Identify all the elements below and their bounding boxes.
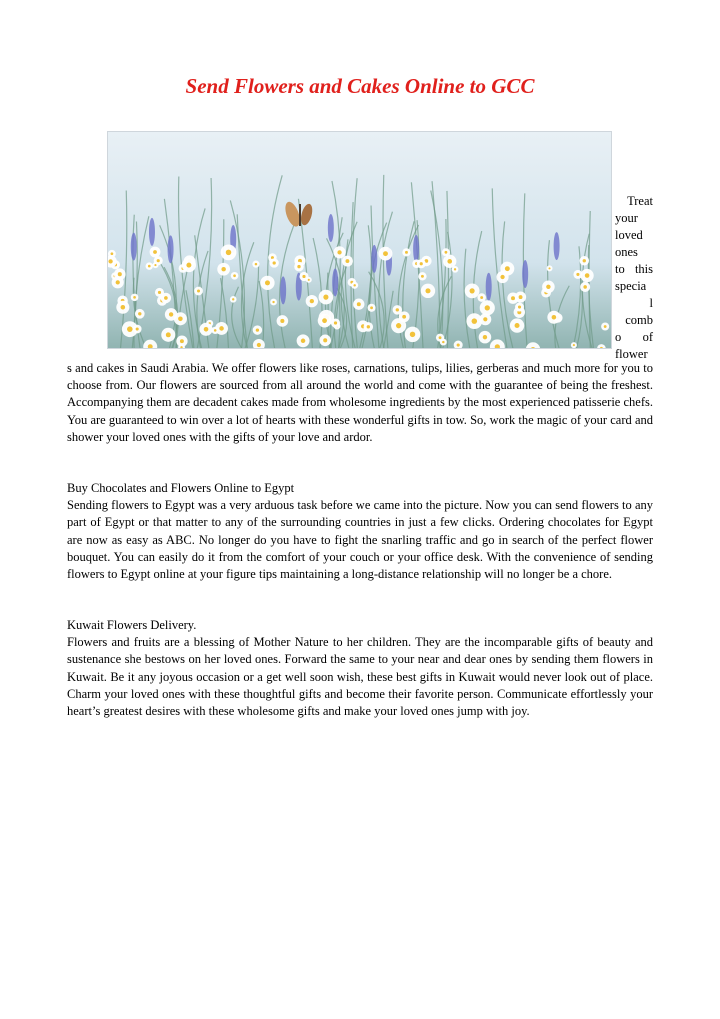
wrap-word: ones	[615, 245, 638, 259]
meadow-illustration	[108, 132, 612, 349]
wrap-text-column	[615, 193, 653, 363]
wrap-word: o	[615, 330, 622, 344]
wrap-word: Treat	[627, 194, 653, 208]
wrap-word: flower	[615, 347, 648, 361]
section-heading: Buy Chocolates and Flowers Online to Egypt	[67, 481, 295, 495]
wrap-word: comb	[625, 313, 653, 327]
wrap-line	[615, 329, 653, 346]
wrap-word: of	[642, 330, 653, 344]
wrap-word: specia	[615, 279, 647, 293]
section-text: Sending flowers to Egypt was a very arduous task before we came into the picture. Now you can send flowers to any part of Egypt or that matter to any of the surrounding countries in just a few clicks. Ordering chocolates for Egypt are now as easy as ABC. No longer do you have to fight the snarling traffic and go in search of the perfect flower bouquet. You can easily do it from the comfort of your couch or your office desk. With the convenience of sending flowers to Egypt online at your figure tips maintaining a long-distance relationship will no longer be a chore.	[67, 498, 653, 582]
wrap-word: to	[615, 262, 625, 276]
section-egypt	[67, 480, 653, 583]
wildflower-meadow-butterfly-image	[107, 131, 612, 349]
wrap-word: loved	[615, 228, 643, 242]
wrap-word: l	[649, 296, 653, 310]
section-kuwait	[67, 617, 653, 720]
section-heading: Kuwait Flowers Delivery.	[67, 618, 197, 632]
page-title: Send Flowers and Cakes Online to GCC	[185, 74, 535, 98]
intro-paragraph	[67, 360, 653, 446]
wrap-word: your	[615, 211, 638, 225]
section-text: Flowers and fruits are a blessing of Mother Nature to her children. They are the incomparable gifts of beauty and sustenance she bestows on her loved ones. Forward the same to your near and dear ones by sending them flowers in Kuwait. Be it any joyous occasion or a get well soon wish, these best gifts in Kuwait would never look out of place. Charm your loved ones with these thoughtful gifts and become their favorite person. Communicate effortlessly your heart’s greatest desires with these wholesome gifts and make your loved ones jump with joy.	[67, 635, 653, 719]
intro-text: s and cakes in Saudi Arabia. We offer flowers like roses, carnations, tulips, lilies, gerberas and much more for you to choose from. Our flowers are sourced from all around the world and come with the guarantee of being the freshest. Accompanying them are decadent cakes made from wholesome ingredients by the most experienced patisserie chefs. You are guaranteed to win over a lot of hearts with these wonderful gifts in tow. So, work the magic of your card and shower your loved ones with the gifts of your love and ardor.	[67, 361, 653, 444]
wrap-word: this	[634, 262, 653, 276]
wrap-line	[615, 261, 653, 278]
